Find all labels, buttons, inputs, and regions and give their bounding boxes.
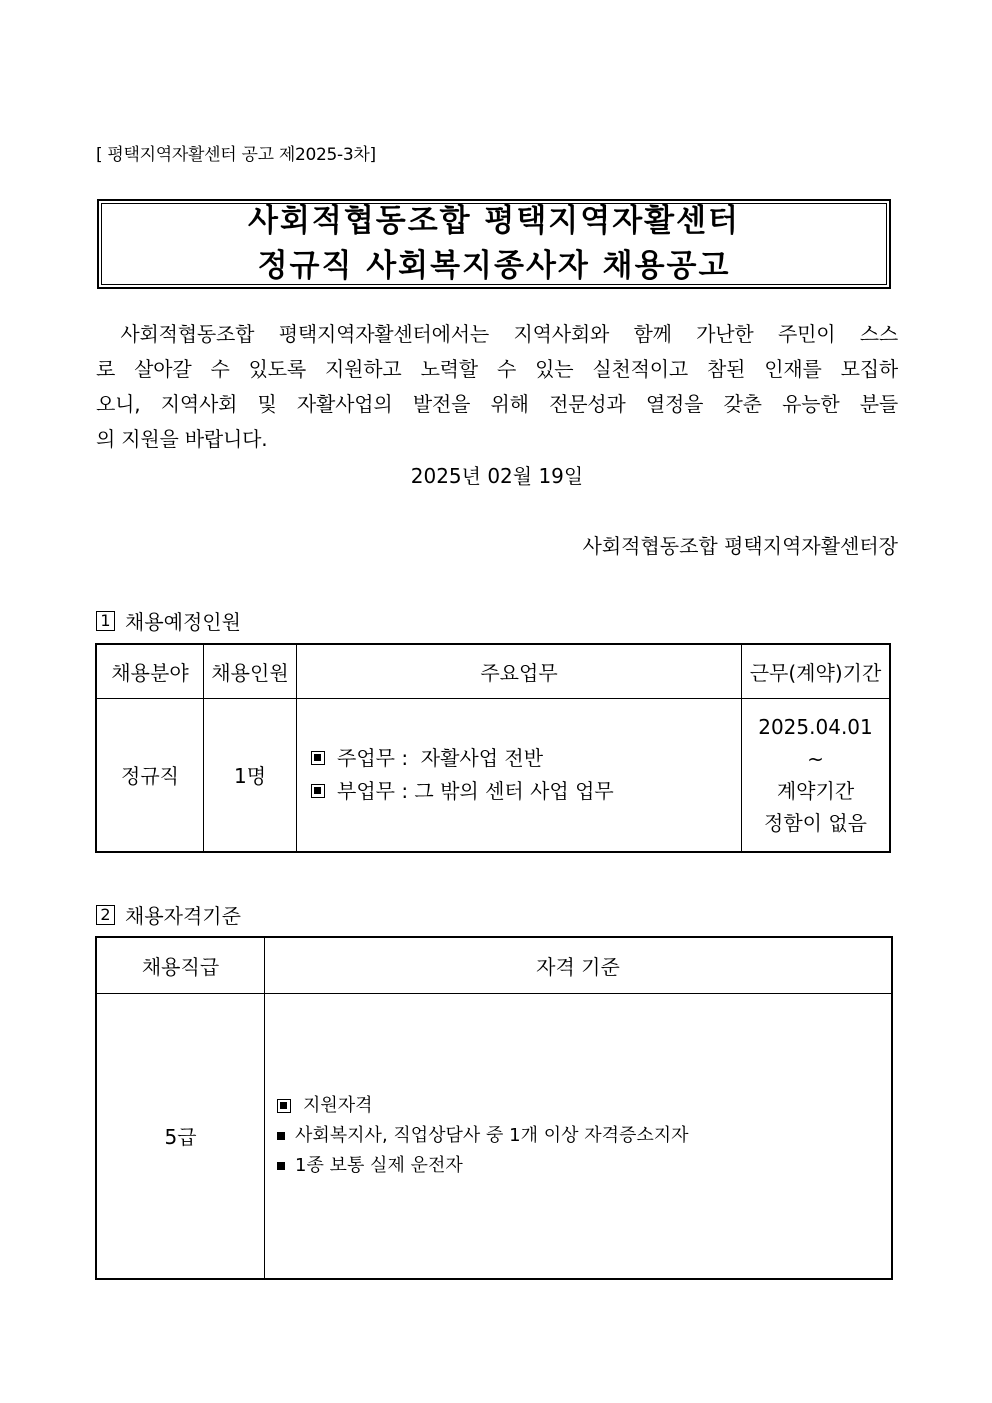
table-header-row [96,937,892,993]
cell-period [742,698,891,852]
table-header-row [96,644,890,698]
list-item [277,1121,891,1151]
list-item [277,1151,891,1181]
qualification-table [95,936,893,1280]
cell-grade: 5급 [96,993,265,1279]
title-box [97,199,891,289]
qual-1: 사회복지사, 직업상담사 중 1개 이상 자격증소지자 [295,1124,689,1146]
section-1-heading [96,606,241,635]
bullet-icon [277,1162,285,1170]
period-label: 계약기간 [776,778,855,803]
title-line-1: 사회적협동조합 평택지역자활센터 [248,203,740,239]
signer: 사회적협동조합 평택지역자활센터장 [582,534,898,558]
duty-1: 주업무 : 자활사업 전반 [337,745,544,770]
header-qualification: 자격 기준 [265,937,893,993]
duty-2: 부업무 : 그 밖의 센터 사업 업무 [337,778,614,803]
square-bullet-icon [311,751,325,765]
table-row [96,993,892,1279]
notice-date: 2025년 02월 19일 [410,464,584,488]
section-2-heading [96,900,241,929]
title-line-2: 정규직 사회복지종사자 채용공고 [257,248,731,284]
qual-2: 1종 보통 실제 운전자 [295,1154,463,1176]
header-count: 채용인원 [204,644,297,698]
cell-qualification [265,993,893,1279]
qual-heading: 지원자격 [303,1094,373,1116]
header-grade: 채용직급 [96,937,265,993]
section-1-title: 채용예정인원 [125,610,241,634]
section-2-number: 2 [96,905,115,925]
intro-line-1: 사회적협동조합 평택지역자활센터에서는 지역사회와 함께 가난한 주민이 스스 [96,322,898,346]
qual-heading-row [277,1091,891,1121]
staffing-table [95,643,891,853]
period-note: 정함이 없음 [764,810,867,835]
square-bullet-icon [277,1099,291,1113]
duty-item [311,742,741,775]
intro-line-2: 로 살아갈 수 있도록 지원하고 노력할 수 있는 실천적이고 참된 인재를 모집하 [96,357,898,381]
header-duty: 주요업무 [297,644,742,698]
header-period: 근무(계약)기간 [742,644,891,698]
cell-count: 1명 [204,698,297,852]
header-field: 채용분야 [96,644,204,698]
square-bullet-icon [311,784,325,798]
section-1-number: 1 [96,611,115,631]
cell-duty [297,698,742,852]
period-start: 2025.04.01 [758,714,873,739]
bullet-icon [277,1132,285,1140]
notice-number: [ 평택지역자활센터 공고 제2025-3차] [96,145,376,165]
period-tilde: ~ [807,746,824,771]
table-row [96,698,890,852]
intro-line-3: 오니, 지역사회 및 자활사업의 발전을 위해 전문성과 열정을 갖춘 유능한 분들 [96,392,898,416]
intro-paragraph [96,317,898,457]
duty-item [311,775,741,808]
intro-line-4: 의 지원을 바랍니다. [96,427,268,451]
cell-field: 정규직 [96,698,204,852]
section-2-title: 채용자격기준 [125,904,241,928]
